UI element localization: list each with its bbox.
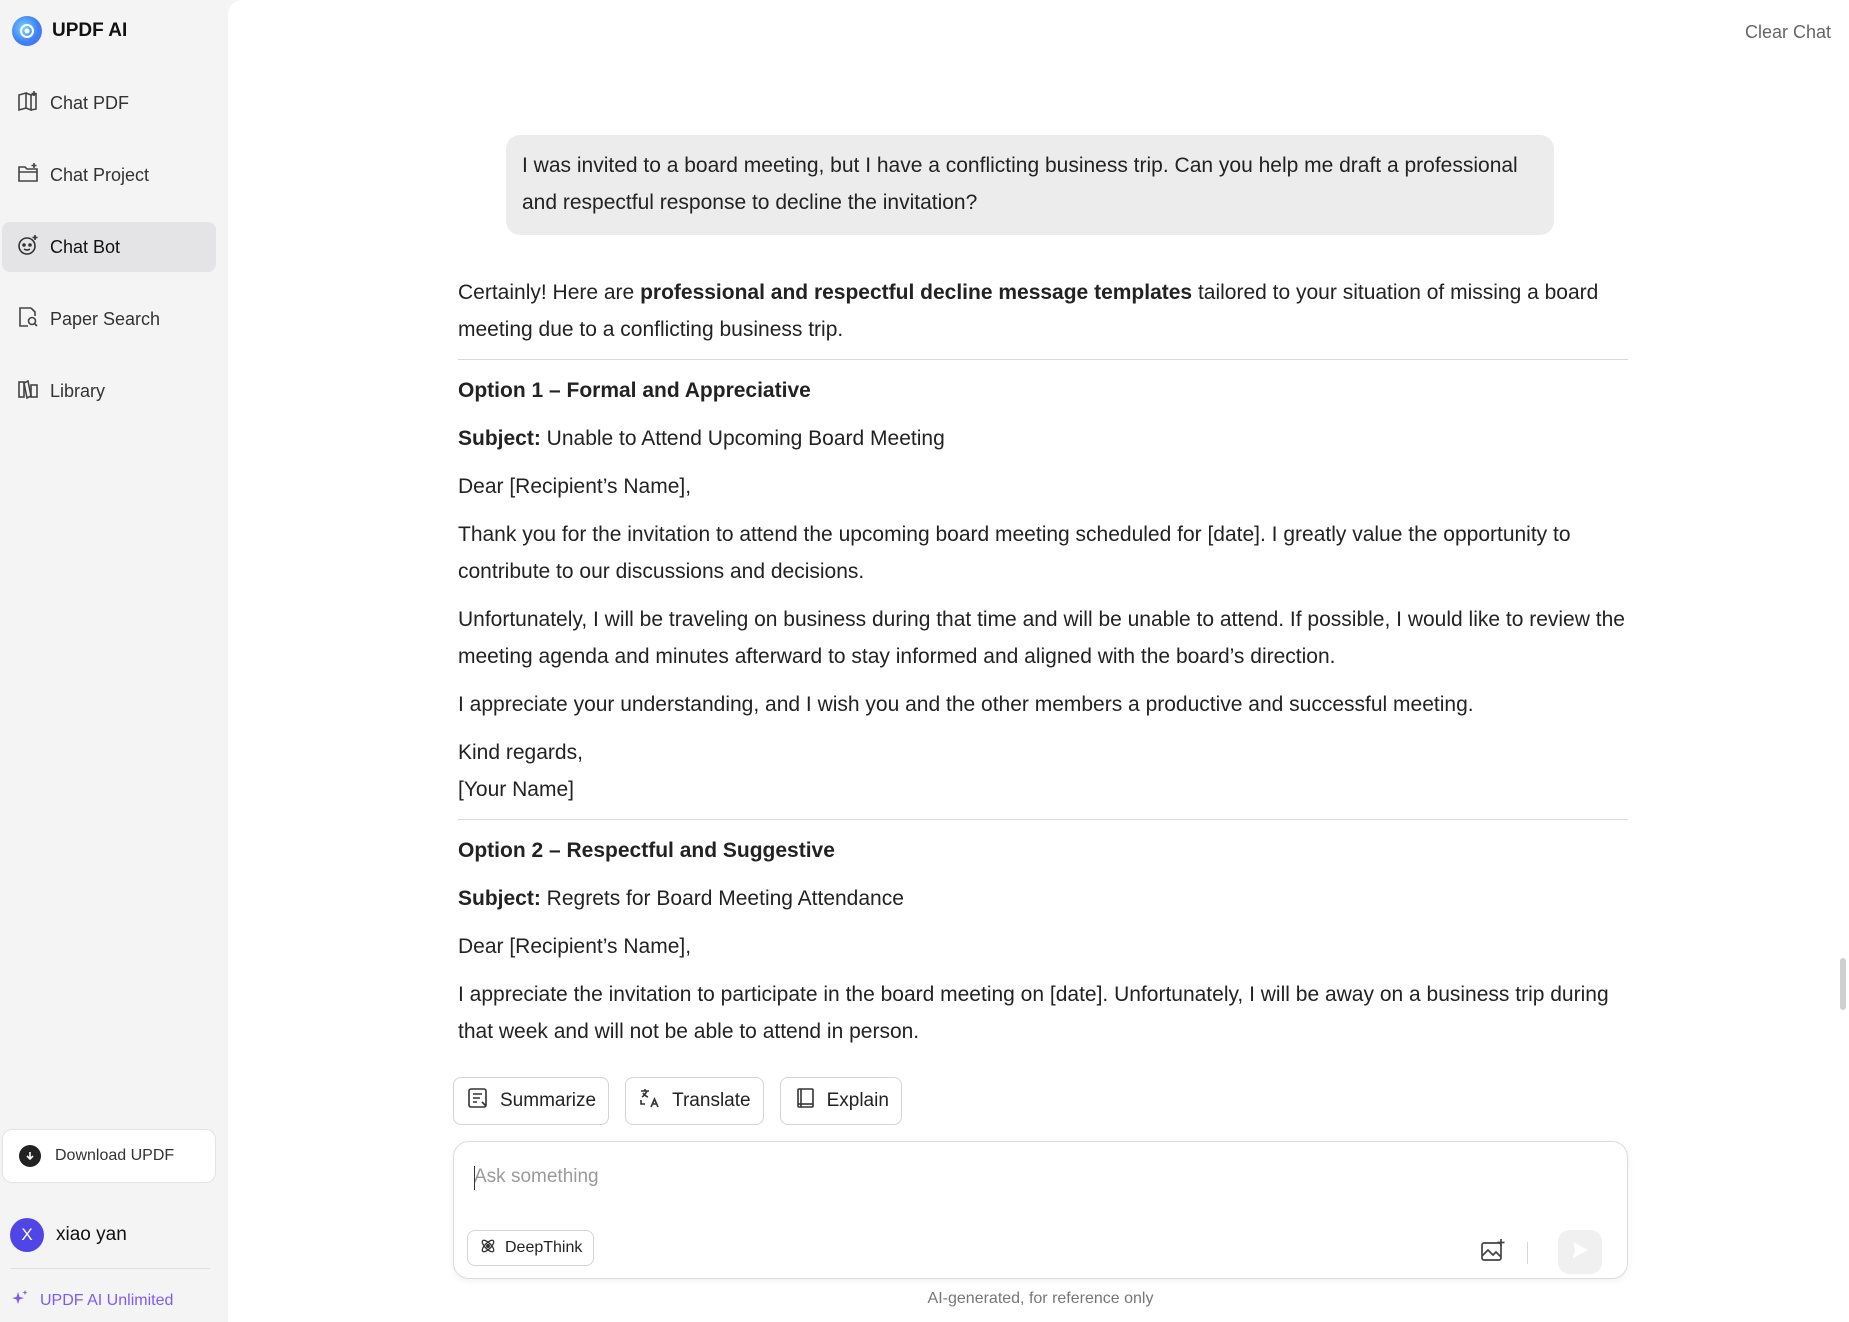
summarize-icon [466,1086,490,1116]
sidebar-item-label: Paper Search [50,308,161,329]
option-subject: Subject: Regrets for Board Meeting Attendance [458,887,904,910]
chat-composer [453,1141,1628,1279]
upgrade-link[interactable] [10,1288,173,1313]
atom-icon [479,1237,497,1260]
option-heading: Option 2 – Respectful and Suggestive [458,839,835,862]
greeting: Dear [Recipient’s Name], [458,935,692,958]
send-button[interactable] [1558,1230,1602,1274]
translate-button[interactable] [625,1077,764,1125]
download-updf-button[interactable] [2,1129,216,1183]
document-search-icon [16,305,40,334]
divider [1527,1242,1528,1264]
sidebar-item-label: Library [50,380,106,401]
ai-disclaimer: AI-generated, for reference only [927,1290,1154,1307]
paragraph: Thank you for the invitation to attend the upcoming board meeting scheduled for [date]. I greatly value the opportunity to contribute to our discussions and decisions. [458,523,1571,583]
brand-name: UPDF AI [52,20,128,41]
option-heading: Option 1 – Formal and Appreciative [458,379,811,402]
divider [10,1268,210,1269]
library-icon [16,377,40,406]
sidebar [0,0,228,1322]
book-icon [16,89,40,118]
updf-logo-icon [12,16,42,46]
option-subject: Subject: Unable to Attend Upcoming Board Meeting [458,427,945,450]
user-profile[interactable] [10,1218,127,1252]
closing: Kind regards, [Your Name] [458,741,583,801]
brand[interactable] [12,16,127,46]
folder-icon [16,161,40,190]
paragraph: I appreciate the invitation to participate in the board meeting on [date]. Unfortunately, I will be away on a business trip during that week and will not be able to attend in person. [458,983,1609,1043]
explain-label: Explain [826,1090,889,1111]
bot-icon [16,233,40,262]
deepthink-toggle[interactable] [467,1230,594,1266]
summarize-label: Summarize [500,1090,597,1111]
sidebar-item-paper-search[interactable] [2,294,216,344]
greeting: Dear [Recipient’s Name], [458,475,692,498]
sidebar-item-chat-project[interactable] [2,150,216,200]
translate-label: Translate [672,1090,751,1111]
assistant-answer [458,274,1628,1061]
user-message: I was invited to a board meeting, but I have a conflicting business trip. Can you help me draft a professional and respectful response to decline the invitation? [506,135,1554,235]
chat-panel [228,0,1849,1322]
translate-icon [638,1086,662,1116]
sidebar-item-label: Chat Bot [50,236,121,257]
avatar: X [10,1218,44,1252]
upgrade-label: UPDF AI Unlimited [40,1291,174,1309]
quick-actions [453,1077,902,1125]
ask-input[interactable] [474,1162,1594,1192]
sidebar-item-chat-pdf[interactable] [2,78,216,128]
deepthink-label: DeepThink [505,1239,583,1256]
user-name: xiao yan [56,1224,127,1245]
scrollbar-thumb[interactable] [1840,958,1846,1010]
image-upload-icon[interactable] [1479,1237,1507,1265]
sidebar-item-library[interactable] [2,366,216,416]
explain-icon [793,1086,817,1116]
text-caret [474,1166,475,1190]
divider [458,359,1628,360]
send-icon [1570,1240,1590,1265]
divider [458,819,1628,820]
explain-button[interactable] [780,1077,902,1125]
answer-intro: Certainly! Here are professional and respectful decline message templates tailored to your situation of missing a board meeting due to a conflicting business trip. [458,281,1599,341]
sidebar-item-label: Chat Project [50,164,150,185]
download-label: Download UPDF [55,1147,175,1164]
sidebar-item-label: Chat PDF [50,92,130,113]
summarize-button[interactable] [453,1077,609,1125]
clear-chat-button[interactable]: Clear Chat [1744,22,1831,42]
download-icon [19,1145,41,1167]
sidebar-item-chat-bot[interactable] [2,222,216,272]
sparkle-icon [10,1288,30,1313]
paragraph: Unfortunately, I will be traveling on business during that time and will be unable to attend. If possible, I would like to review the meeting agenda and minutes afterward to stay informed and aligned with the board’s direction. [458,608,1625,668]
sidebar-nav [2,78,216,438]
paragraph: I appreciate your understanding, and I wish you and the other members a productive and successful meeting. [458,693,1474,716]
